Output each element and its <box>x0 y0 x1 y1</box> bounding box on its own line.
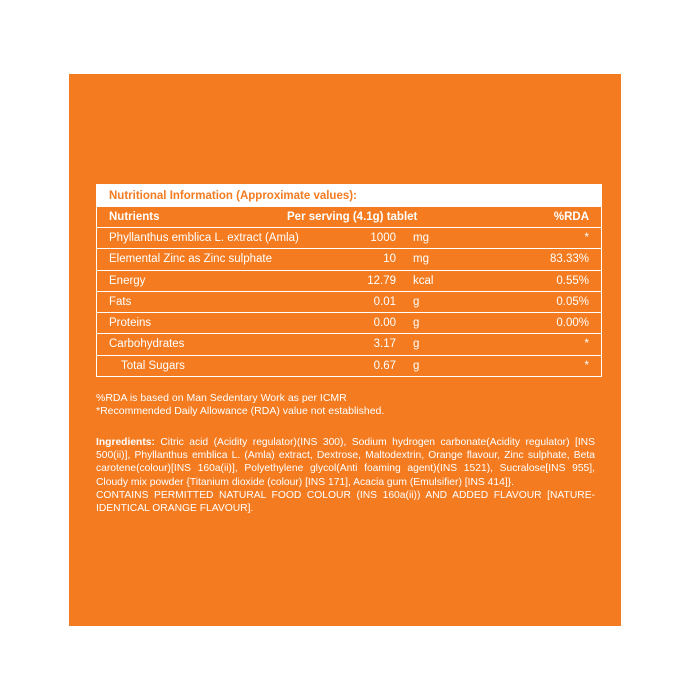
label-panel <box>69 74 621 626</box>
nutrition-table <box>96 184 602 377</box>
nutrient-value: 1000 <box>370 232 396 244</box>
nutrient-rda: * <box>584 338 589 351</box>
nutrient-value: 0.01 <box>373 295 396 308</box>
nutrient-rda: 0.05% <box>556 295 589 308</box>
nutrient-name: Fats <box>109 295 132 308</box>
table-title: Nutritional Information (Approximate values): <box>97 185 601 207</box>
table-row <box>97 270 601 291</box>
rda-note-asterisk: *Recommended Daily Allowance (RDA) value not established. <box>96 405 385 417</box>
rda-notes <box>96 392 600 418</box>
ingredients-block <box>96 436 595 515</box>
nutrient-rda: * <box>584 359 589 372</box>
nutrient-name: Elemental Zinc as Zinc sulphate <box>109 253 272 266</box>
nutrient-name: Total Sugars <box>121 359 185 372</box>
table-row <box>97 355 601 376</box>
nutrient-unit: g <box>413 359 420 372</box>
nutrient-value: 12.79 <box>367 274 396 287</box>
nutrient-unit: kcal <box>413 274 434 287</box>
nutrient-value: 3.17 <box>373 338 396 351</box>
ingredients-label: Ingredients: <box>96 437 155 448</box>
nutrient-unit: g <box>413 295 420 308</box>
nutrient-name: Energy <box>109 274 146 287</box>
nutrient-name: Phyllanthus emblica L. extract (Amla) <box>109 232 299 244</box>
ingredients-paragraph <box>96 436 595 489</box>
nutrient-unit: mg <box>413 232 429 244</box>
table-row <box>97 227 601 248</box>
table-row <box>97 333 601 354</box>
ingredients-text: Citric acid (Acidity regulator)(INS 300), Sodium hydrogen carbonate(Acidity regulator) [INS 500(ii)], Phyllanthus emblica L. (Amla) extract, Dextrose, Maltodextrin, Orange flavour, Zinc sulphate, Beta carotene(colour)[INS 160a(ii)], Polyethylene glycol(Anti foaming agent)(INS 1521), Sucralose[INS 955], Cloudy mix powder {Titanium dioxide (colour) [INS 171], Acacia gum (Emulsifier) [INS 414]}. <box>96 437 595 488</box>
table-row <box>97 312 601 333</box>
nutrient-name: Carbohydrates <box>109 338 185 351</box>
header-rda: %RDA <box>553 211 589 223</box>
nutrient-name: Proteins <box>109 317 152 330</box>
nutrient-unit: g <box>413 338 420 351</box>
nutrient-rda: 0.00% <box>556 317 589 330</box>
nutrient-rda: 83.33% <box>549 253 589 266</box>
header-serving: Per serving (4.1g) tablet <box>287 211 418 223</box>
nutrient-unit: g <box>413 317 420 330</box>
colour-flavour-declaration: CONTAINS PERMITTED NATURAL FOOD COLOUR (INS 160a(ii)) AND ADDED FLAVOUR [NATURE-IDENTICAL ORANGE FLAVOUR]. <box>96 489 595 515</box>
table-header-row <box>97 207 601 227</box>
nutrient-value: 0.67 <box>373 359 396 372</box>
nutrient-rda: 0.55% <box>556 274 589 287</box>
rda-note-basis: %RDA is based on Man Sedentary Work as per ICMR <box>96 392 347 404</box>
nutrient-value: 0.00 <box>373 317 396 330</box>
table-row <box>97 248 601 269</box>
nutrient-value: 10 <box>383 253 396 266</box>
table-row <box>97 291 601 312</box>
header-nutrients: Nutrients <box>109 211 160 223</box>
nutrient-unit: mg <box>413 253 429 266</box>
nutrient-rda: * <box>584 232 589 244</box>
